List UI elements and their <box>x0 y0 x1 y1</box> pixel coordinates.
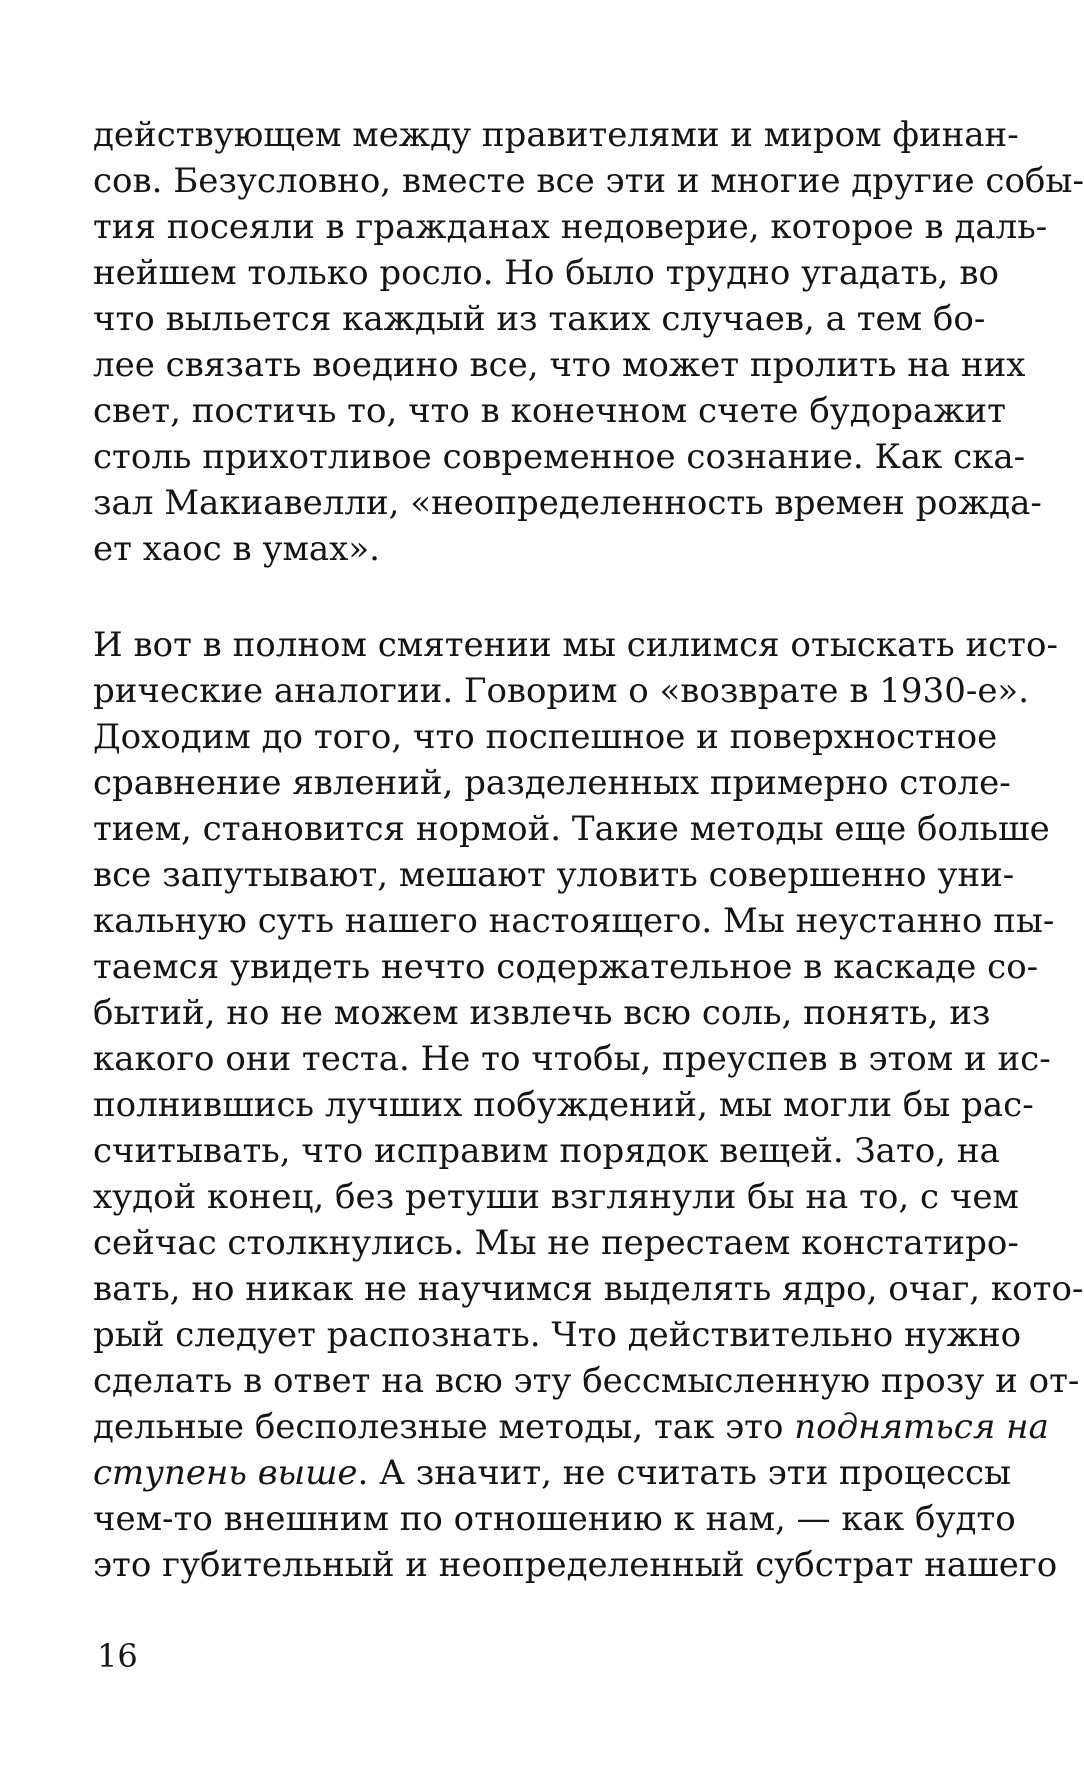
paragraph-2 <box>93 622 1084 1588</box>
text-line: столь прихотливое современное сознание. Как ска- <box>93 437 1026 477</box>
text-line: рый следует распознать. Что действительно нужно <box>93 1315 1022 1355</box>
text-line: свет, постичь то, что в конечном счете будоражит <box>93 391 1006 431</box>
text-line: это губительный и неопределенный субстрат нашего <box>93 1545 1058 1585</box>
text-segment: . А значит, не считать эти процессы <box>357 1453 1012 1493</box>
text-line: зал Макиавелли, «неопределенность времен рожда- <box>93 483 1042 523</box>
emphasis-text: ступень выше <box>93 1453 358 1493</box>
text-line: что выльется каждый из таких случаев, а тем бо- <box>93 299 986 339</box>
text-line: кальную суть нашего настоящего. Мы неустанно пы- <box>93 901 1055 941</box>
text-line: худой конец, без ретуши взглянули бы на то, с чем <box>93 1177 1019 1217</box>
text-line: сейчас столкнулись. Мы не перестаем констатиро- <box>93 1223 1019 1263</box>
text-line: ет хаос в умах». <box>93 529 380 569</box>
page-number: 16 <box>97 1637 138 1675</box>
text-line: вать, но никак не научимся выделять ядро, очаг, кото- <box>93 1269 1084 1309</box>
paragraph-1 <box>93 112 1084 572</box>
text-line: Доходим до того, что поспешное и поверхностное <box>93 717 998 757</box>
text-line: лее связать воедино все, что может пролить на них <box>93 345 1026 385</box>
text-line <box>93 1404 1049 1450</box>
text-line: рические аналогии. Говорим о «возврате в 1930-е». <box>93 671 1030 711</box>
text-line: считывать, что исправим порядок вещей. Зато, на <box>93 1131 1000 1171</box>
text-line: сравнение явлений, разделенных примерно столе- <box>93 763 1011 803</box>
text-line: какого они теста. Не то чтобы, преуспев в этом и ис- <box>93 1039 1051 1079</box>
text-line: полнившись лучших побуждений, мы могли бы рас- <box>93 1085 1034 1125</box>
text-line: действующем между правителями и миром финан- <box>93 115 1019 155</box>
text-line: тия посеяли в гражданах недоверие, которое в даль- <box>93 207 1048 247</box>
text-line: бытий, но не можем извлечь всю соль, понять, из <box>93 993 991 1033</box>
text-line: тием, становится нормой. Такие методы еще больше <box>93 809 1050 849</box>
text-line <box>93 1450 1012 1496</box>
text-line: чем-то внешним по отношению к нам, — как будто <box>93 1499 1016 1539</box>
text-line: нейшем только росло. Но было трудно угадать, во <box>93 253 999 293</box>
emphasis-text: подняться на <box>794 1407 1049 1447</box>
text-line: И вот в полном смятении мы силимся отыскать исто- <box>93 625 1058 665</box>
text-segment: дельные бесполезные методы, так это <box>93 1407 784 1447</box>
text-line: все запутывают, мешают уловить совершенно уни- <box>93 855 1015 895</box>
text-line: сделать в ответ на всю эту бессмысленную прозу и от- <box>93 1361 1080 1401</box>
text-line: сов. Безусловно, вместе все эти и многие другие собы- <box>93 161 1084 201</box>
text-line: таемся увидеть нечто содержательное в каскаде со- <box>93 947 1039 987</box>
